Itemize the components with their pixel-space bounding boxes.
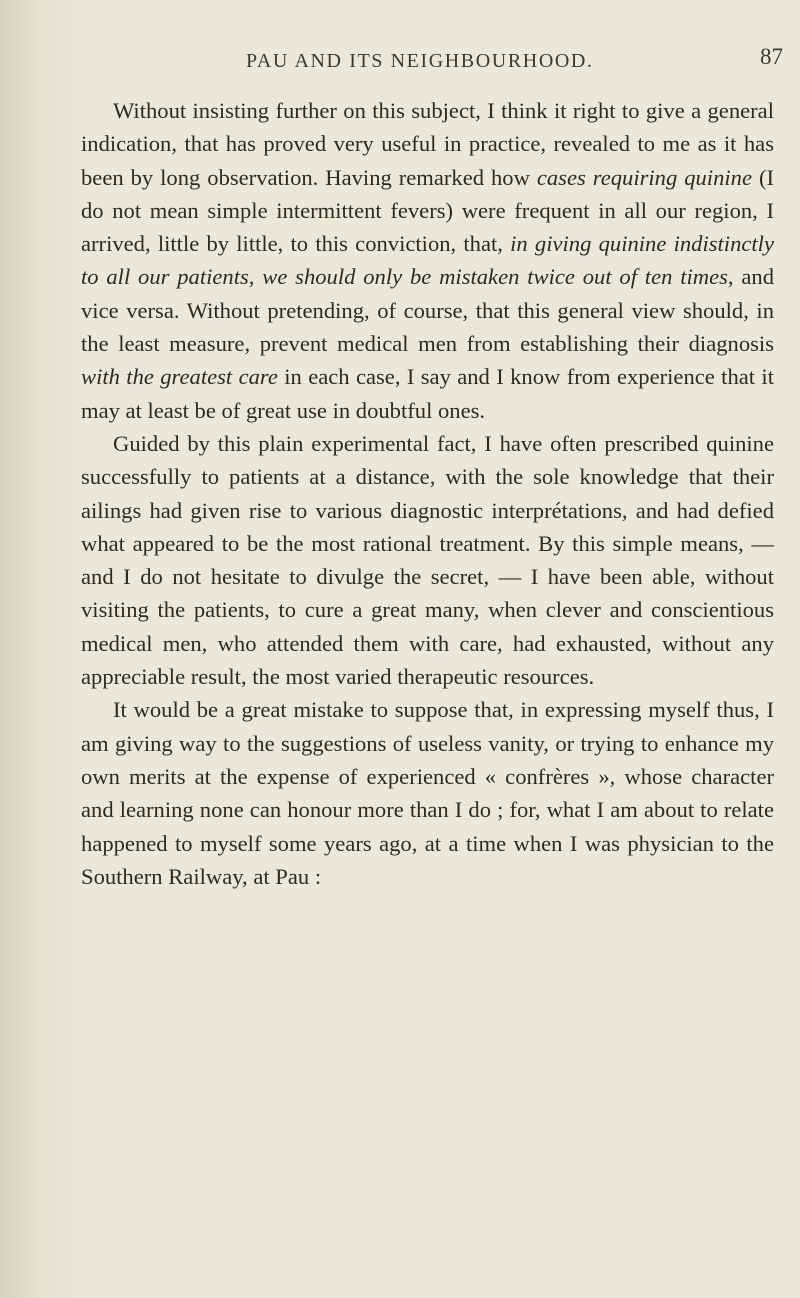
paragraph-1-italic-a: cases requiring quinine <box>536 164 752 190</box>
page-number: 87 <box>760 44 783 69</box>
paragraph-1-text-d: in each case, I say and I know from experience that it may at least be of great use in doubtful ones. <box>81 364 774 423</box>
paragraph-1-text-a: Without insisting further on this subject, I think it right to give a general indication, that has proved very useful in practice, revealed to me as it has been by long observation. Having remarked how <box>81 98 774 190</box>
paragraph-1-text-b: (I do not mean simple intermittent fevers) were frequent in all our region, I arrived, little by little, to this conviction, that, <box>81 164 774 257</box>
paragraph-2: Guided by this plain experimental fact, I have often prescribed quinine successfully to patients at a distance, with the sole knowledge that their ailings had given rise to various diagnostic interprétations, and had defied what appeared to be the most rational treatment. By this simple means, — and I do not hesitate to divulge the secret, — I have been able, without visiting the patients, to cure a great many, when clever and conscientious medical men, who attended them with care, had exhausted, without any appreciable result, the most varied therapeutic resources. <box>81 430 774 690</box>
running-head: PAU AND ITS NEIGHBOURHOOD. <box>246 50 594 72</box>
paragraph-1-italic-c: with the greatest care <box>81 364 278 390</box>
paragraph-1-italic-b: in giving quinine indistinctly to all our patients, we should only be mistaken twice out of ten times <box>81 231 774 290</box>
paragraph-3: It would be a great mistake to suppose that, in expressing myself thus, I am giving way to the suggestions of useless vanity, or trying to enhance my own merits at the expense of experienced « confrères », whose character and learning none can honour more than I do ; for, what I am about to relate happened to myself some years ago, at a time when I was physician to the Southern Railway, at Pau : <box>81 697 774 889</box>
paragraph-1-text-c: , and vice versa. Without pretending, of course, that this general view should, in the least measure, prevent medical men from establishing their diagnosis <box>81 264 775 357</box>
paragraph-1 <box>81 94 774 427</box>
body-text <box>81 94 774 893</box>
